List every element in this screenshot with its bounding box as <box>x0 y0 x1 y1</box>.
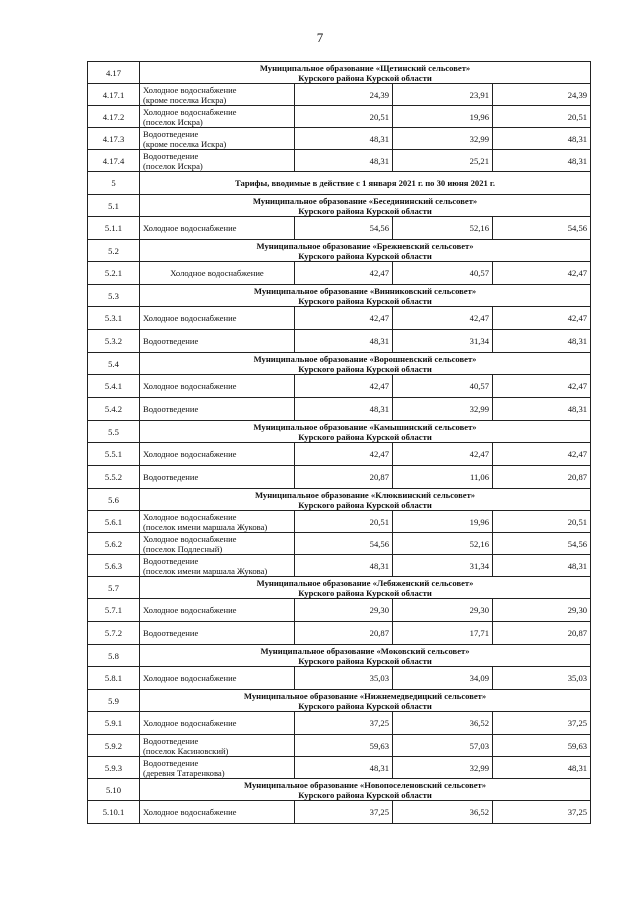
service-name <box>140 262 295 285</box>
tariff-row <box>88 330 591 353</box>
municipality-header-row <box>88 195 591 217</box>
tariff-value-1: 29,30 <box>295 599 393 622</box>
municipality-title <box>140 779 591 801</box>
municipality-title <box>140 645 591 667</box>
tariff-value-1: 20,51 <box>295 511 393 533</box>
row-number: 5.6 <box>88 489 140 511</box>
tariff-value-1: 20,51 <box>295 106 393 128</box>
municipality-district: Курского района Курской области <box>298 700 432 711</box>
service-type: Холодное водоснабжение <box>143 807 237 817</box>
service-area: (поселок Искра) <box>143 116 203 127</box>
tariff-value-2: 31,34 <box>393 330 493 353</box>
municipality-header-row <box>88 240 591 262</box>
tariff-row <box>88 555 591 577</box>
tariff-value-3: 24,39 <box>493 84 591 106</box>
row-number: 5.3.2 <box>88 330 140 353</box>
row-number: 5.5.2 <box>88 466 140 489</box>
tariff-value-3: 37,25 <box>493 801 591 824</box>
service-name <box>140 622 295 645</box>
tariff-value-2: 32,99 <box>393 398 493 421</box>
tariff-value-2: 11,06 <box>393 466 493 489</box>
section-title: Тарифы, вводимые в действие с 1 января 2021 г. по 30 июня 2021 г. <box>140 172 591 195</box>
service-type: Холодное водоснабжение <box>143 84 237 95</box>
municipality-title <box>140 62 591 84</box>
municipality-name: Муниципальное образование «Беседининский сельсовет» <box>252 195 478 206</box>
row-number: 5.9 <box>88 690 140 712</box>
municipality-title <box>140 353 591 375</box>
municipality-district: Курского района Курской области <box>298 250 432 261</box>
service-area: (поселок Касиновский) <box>143 745 229 756</box>
tariff-value-3: 59,63 <box>493 735 591 757</box>
tariff-table <box>87 61 591 824</box>
row-number: 5.2 <box>88 240 140 262</box>
municipality-header-row <box>88 577 591 599</box>
tariff-value-3: 48,31 <box>493 150 591 172</box>
municipality-header-row <box>88 285 591 307</box>
row-number: 5 <box>88 172 140 195</box>
row-number: 5.2.1 <box>88 262 140 285</box>
row-number: 4.17.4 <box>88 150 140 172</box>
tariff-value-1: 37,25 <box>295 801 393 824</box>
municipality-district: Курского района Курской области <box>298 363 432 374</box>
service-area: (поселок имени маршала Жукова) <box>143 565 268 576</box>
tariff-value-3: 48,31 <box>493 128 591 150</box>
tariff-value-1: 42,47 <box>295 307 393 330</box>
service-name <box>140 398 295 421</box>
row-number: 4.17.1 <box>88 84 140 106</box>
service-type: Холодное водоснабжение <box>143 605 237 615</box>
tariff-value-3: 48,31 <box>493 555 591 577</box>
row-number: 5.9.1 <box>88 712 140 735</box>
service-type: Водоотведение <box>143 628 199 638</box>
municipality-title <box>140 421 591 443</box>
row-number: 5.5.1 <box>88 443 140 466</box>
service-name <box>140 801 295 824</box>
service-area: (кроме поселка Искра) <box>143 138 227 149</box>
service-type: Холодное водоснабжение <box>143 313 237 323</box>
municipality-name: Муниципальное образование «Новопоселеновский сельсовет» <box>243 779 487 790</box>
service-name <box>140 128 295 150</box>
tariff-row <box>88 511 591 533</box>
service-type: Водоотведение <box>143 555 199 566</box>
tariff-value-1: 37,25 <box>295 712 393 735</box>
row-number: 5.8.1 <box>88 667 140 690</box>
municipality-district: Курского района Курской области <box>298 499 432 510</box>
tariff-value-2: 32,99 <box>393 757 493 779</box>
municipality-district: Курского района Курской области <box>298 295 432 306</box>
service-name <box>140 443 295 466</box>
tariff-row <box>88 398 591 421</box>
tariff-row <box>88 375 591 398</box>
tariff-value-3: 29,30 <box>493 599 591 622</box>
service-type: Холодное водоснабжение <box>143 533 237 544</box>
service-type: Холодное водоснабжение <box>143 106 237 117</box>
municipality-title <box>140 489 591 511</box>
row-number: 5.4.2 <box>88 398 140 421</box>
row-number: 5.7 <box>88 577 140 599</box>
tariff-row <box>88 262 591 285</box>
municipality-header-row <box>88 421 591 443</box>
tariff-row <box>88 217 591 240</box>
tariff-value-3: 20,51 <box>493 511 591 533</box>
municipality-header-row <box>88 690 591 712</box>
row-number: 5.3.1 <box>88 307 140 330</box>
row-number: 5.4 <box>88 353 140 375</box>
service-type: Водоотведение <box>143 336 199 346</box>
service-area: (поселок Искра) <box>143 160 203 171</box>
section-row <box>88 172 591 195</box>
tariff-value-3: 42,47 <box>493 375 591 398</box>
municipality-name: Муниципальное образование «Лебяженский сельсовет» <box>256 577 474 588</box>
tariff-value-1: 35,03 <box>295 667 393 690</box>
service-type: Холодное водоснабжение <box>143 718 237 728</box>
tariff-value-1: 42,47 <box>295 262 393 285</box>
tariff-value-2: 57,03 <box>393 735 493 757</box>
tariff-value-1: 24,39 <box>295 84 393 106</box>
service-type: Водоотведение <box>143 472 199 482</box>
page-number: 7 <box>316 30 324 45</box>
municipality-title <box>140 285 591 307</box>
municipality-name: Муниципальное образование «Брежневский сельсовет» <box>256 240 474 251</box>
service-name <box>140 307 295 330</box>
service-name <box>140 217 295 240</box>
service-name <box>140 757 295 779</box>
tariff-value-3: 35,03 <box>493 667 591 690</box>
service-type: Водоотведение <box>143 404 199 414</box>
tariff-row <box>88 622 591 645</box>
tariff-value-1: 54,56 <box>295 533 393 555</box>
row-number: 5.3 <box>88 285 140 307</box>
tariff-value-1: 48,31 <box>295 555 393 577</box>
service-area: (поселок Подлесный) <box>143 543 223 554</box>
service-name <box>140 511 295 533</box>
municipality-name: Муниципальное образование «Камышинский сельсовет» <box>253 421 477 432</box>
service-type: Водоотведение <box>143 757 199 768</box>
tariff-row <box>88 757 591 779</box>
municipality-name: Муниципальное образование «Щетинский сельсовет» <box>259 62 471 73</box>
row-number: 5.10.1 <box>88 801 140 824</box>
tariff-value-2: 29,30 <box>393 599 493 622</box>
row-number: 5.7.1 <box>88 599 140 622</box>
tariff-value-2: 19,96 <box>393 106 493 128</box>
tariff-value-1: 20,87 <box>295 466 393 489</box>
tariff-row <box>88 84 591 106</box>
municipality-district: Курского района Курской области <box>298 789 432 800</box>
tariff-row <box>88 801 591 824</box>
tariff-table-body <box>88 62 591 824</box>
service-type: Водоотведение <box>143 735 199 746</box>
tariff-value-2: 52,16 <box>393 533 493 555</box>
row-number: 5.1.1 <box>88 217 140 240</box>
municipality-title <box>140 577 591 599</box>
tariff-value-3: 48,31 <box>493 757 591 779</box>
municipality-title <box>140 240 591 262</box>
tariff-value-2: 40,57 <box>393 375 493 398</box>
tariff-value-1: 48,31 <box>295 398 393 421</box>
service-name <box>140 555 295 577</box>
tariff-value-2: 32,99 <box>393 128 493 150</box>
row-number: 5.1 <box>88 195 140 217</box>
service-type: Водоотведение <box>143 150 199 161</box>
municipality-title <box>140 195 591 217</box>
service-name <box>140 466 295 489</box>
tariff-value-1: 42,47 <box>295 375 393 398</box>
tariff-value-2: 36,52 <box>393 712 493 735</box>
tariff-value-2: 42,47 <box>393 307 493 330</box>
service-area: (деревня Татаренкова) <box>143 767 225 778</box>
tariff-row <box>88 443 591 466</box>
tariff-value-2: 17,71 <box>393 622 493 645</box>
tariff-value-1: 42,47 <box>295 443 393 466</box>
municipality-header-row <box>88 353 591 375</box>
municipality-header-row <box>88 62 591 84</box>
tariff-row <box>88 667 591 690</box>
tariff-value-2: 25,21 <box>393 150 493 172</box>
tariff-value-1: 48,31 <box>295 757 393 779</box>
tariff-row <box>88 106 591 128</box>
tariff-value-1: 48,31 <box>295 150 393 172</box>
row-number: 5.8 <box>88 645 140 667</box>
tariff-value-3: 48,31 <box>493 330 591 353</box>
row-number: 5.6.2 <box>88 533 140 555</box>
municipality-district: Курского района Курской области <box>298 431 432 442</box>
municipality-district: Курского района Курской области <box>298 587 432 598</box>
tariff-value-2: 42,47 <box>393 443 493 466</box>
service-type: Холодное водоснабжение <box>143 511 237 522</box>
municipality-header-row <box>88 489 591 511</box>
row-number: 4.17.2 <box>88 106 140 128</box>
tariff-row <box>88 533 591 555</box>
service-name <box>140 667 295 690</box>
tariff-row <box>88 466 591 489</box>
tariff-value-1: 54,56 <box>295 217 393 240</box>
tariff-value-2: 40,57 <box>393 262 493 285</box>
service-type: Водоотведение <box>143 128 199 139</box>
service-name <box>140 84 295 106</box>
tariff-value-3: 20,51 <box>493 106 591 128</box>
tariff-value-2: 52,16 <box>393 217 493 240</box>
service-name <box>140 533 295 555</box>
tariff-value-2: 36,52 <box>393 801 493 824</box>
row-number: 4.17.3 <box>88 128 140 150</box>
tariff-value-3: 42,47 <box>493 443 591 466</box>
tariff-value-3: 20,87 <box>493 622 591 645</box>
municipality-name: Муниципальное образование «Ворошневский сельсовет» <box>253 353 477 364</box>
service-type: Холодное водоснабжение <box>143 223 237 233</box>
municipality-header-row <box>88 645 591 667</box>
row-number: 4.17 <box>88 62 140 84</box>
municipality-name: Муниципальное образование «Моковский сельсовет» <box>260 645 470 656</box>
service-type: Холодное водоснабжение <box>143 449 237 459</box>
service-type: Холодное водоснабжение <box>143 381 237 391</box>
tariff-value-3: 42,47 <box>493 307 591 330</box>
service-type: Холодное водоснабжение <box>170 268 264 278</box>
row-number: 5.9.3 <box>88 757 140 779</box>
tariff-value-2: 31,34 <box>393 555 493 577</box>
service-area: (кроме поселка Искра) <box>143 94 227 105</box>
service-name <box>140 150 295 172</box>
tariff-value-1: 59,63 <box>295 735 393 757</box>
tariff-value-3: 20,87 <box>493 466 591 489</box>
tariff-row <box>88 150 591 172</box>
municipality-district: Курского района Курской области <box>298 655 432 666</box>
tariff-row <box>88 712 591 735</box>
service-name <box>140 330 295 353</box>
row-number: 5.4.1 <box>88 375 140 398</box>
row-number: 5.6.3 <box>88 555 140 577</box>
tariff-value-3: 48,31 <box>493 398 591 421</box>
tariff-row <box>88 307 591 330</box>
service-type: Холодное водоснабжение <box>143 673 237 683</box>
tariff-value-2: 19,96 <box>393 511 493 533</box>
tariff-value-3: 54,56 <box>493 533 591 555</box>
tariff-value-2: 34,09 <box>393 667 493 690</box>
service-name <box>140 712 295 735</box>
tariff-row <box>88 128 591 150</box>
service-name <box>140 599 295 622</box>
tariff-value-3: 37,25 <box>493 712 591 735</box>
row-number: 5.9.2 <box>88 735 140 757</box>
tariff-value-1: 48,31 <box>295 128 393 150</box>
row-number: 5.7.2 <box>88 622 140 645</box>
municipality-name: Муниципальное образование «Винниковский сельсовет» <box>253 285 477 296</box>
municipality-header-row <box>88 779 591 801</box>
tariff-value-3: 42,47 <box>493 262 591 285</box>
service-name <box>140 735 295 757</box>
service-area: (поселок имени маршала Жукова) <box>143 521 268 532</box>
service-name <box>140 106 295 128</box>
municipality-title <box>140 690 591 712</box>
municipality-district: Курского района Курской области <box>298 72 432 83</box>
row-number: 5.10 <box>88 779 140 801</box>
row-number: 5.5 <box>88 421 140 443</box>
tariff-row <box>88 599 591 622</box>
tariff-row <box>88 735 591 757</box>
tariff-value-1: 20,87 <box>295 622 393 645</box>
municipality-name: Муниципальное образование «Нижнемедведицкий сельсовет» <box>243 690 487 701</box>
municipality-name: Муниципальное образование «Клюквинский сельсовет» <box>254 489 476 500</box>
tariff-value-3: 54,56 <box>493 217 591 240</box>
service-name <box>140 375 295 398</box>
row-number: 5.6.1 <box>88 511 140 533</box>
tariff-value-2: 23,91 <box>393 84 493 106</box>
municipality-district: Курского района Курской области <box>298 205 432 216</box>
tariff-value-1: 48,31 <box>295 330 393 353</box>
